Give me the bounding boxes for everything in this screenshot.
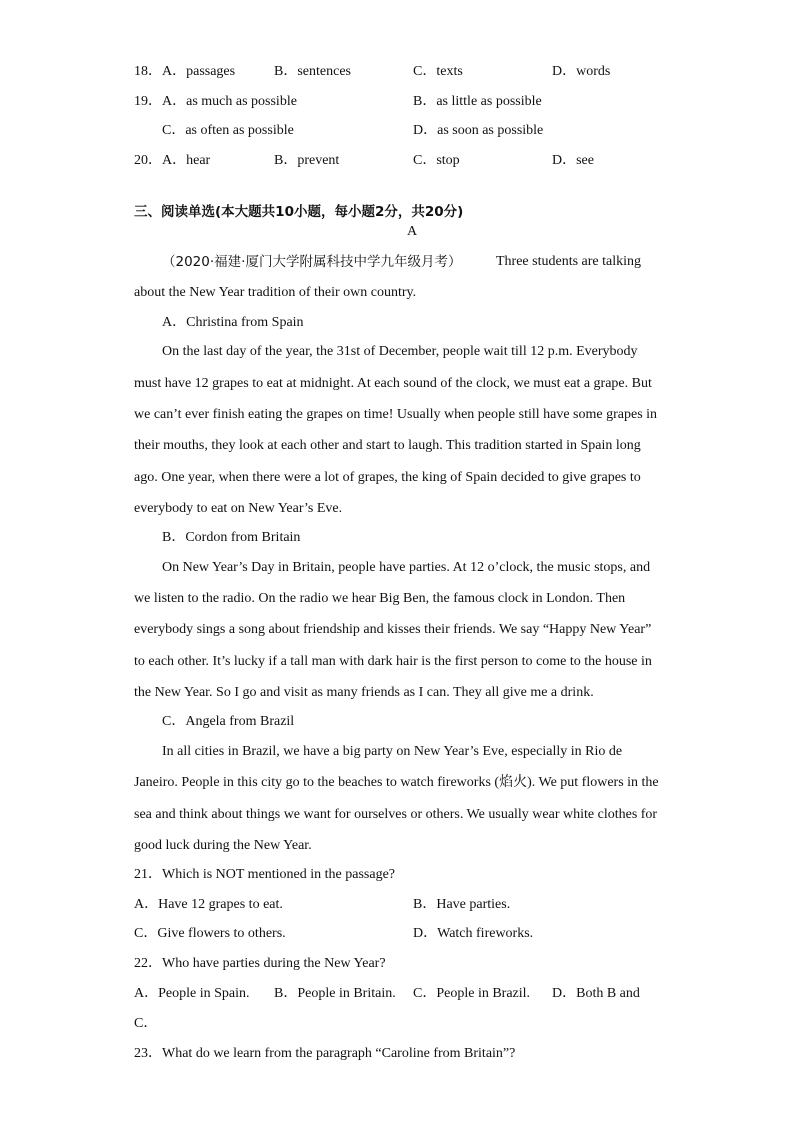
option-d-continued: C．	[134, 1016, 158, 1031]
option-a: A．Have 12 grapes to eat.	[134, 897, 283, 912]
passage-line: we can’t ever finish eating the grapes on time! Usually when people still have some grapes in	[134, 407, 658, 422]
question-number: 20．	[134, 153, 162, 168]
passage-source: （2020·福建·厦门大学附属科技中学九年级月考）	[162, 254, 462, 270]
passage-line: their mouths, they look at each other and start to laugh. This tradition started in Spain long	[134, 438, 641, 453]
option-c: C．texts	[413, 64, 463, 79]
option-a: A．as much as possible	[162, 94, 297, 109]
intro-text: Three students are talking	[496, 254, 642, 269]
option-c: C．as often as possible	[162, 123, 294, 138]
option-c: C．People in Brazil.	[413, 986, 531, 1001]
passage-line: On New Year’s Day in Britain, people have parties. At 12 o’clock, the music stops, and	[162, 560, 651, 575]
option-b: B．sentences	[274, 64, 351, 79]
passage-line: good luck during the New Year.	[134, 838, 312, 853]
option-c: C．stop	[413, 153, 460, 168]
option-b: B．People in Britain.	[274, 986, 396, 1001]
question-stem: 21．Which is NOT mentioned in the passage?	[134, 867, 396, 882]
question-number: 19．	[134, 94, 162, 109]
passage-line: the New Year. So I go and visit as many friends as I can. They all give me a drink.	[134, 685, 594, 700]
passage-line: we listen to the radio. On the radio we hear Big Ben, the famous clock in London. Then	[134, 591, 626, 606]
passage-line: Janeiro. People in this city go to the beaches to watch fireworks (焰火). We put flowers in the	[134, 775, 659, 790]
option-d: D．Watch fireworks.	[413, 926, 534, 941]
option-d: D．Both B and	[552, 986, 640, 1001]
section-heading: 三、阅读单选(本大题共10小题，每小题2分，共20分)	[134, 204, 464, 220]
option-c: C．Give flowers to others.	[134, 926, 286, 941]
option-a: A．passages	[162, 64, 236, 79]
question-stem: 23．What do we learn from the paragraph “Caroline from Britain”?	[134, 1046, 516, 1061]
option-d: D．as soon as possible	[413, 123, 544, 138]
passage-line: In all cities in Brazil, we have a big party on New Year’s Eve, especially in Rio de	[162, 744, 623, 759]
passage-line: sea and think about things we want for ourselves or others. We usually wear white clothes for	[134, 807, 658, 822]
passage-line: ago. One year, when there were a lot of grapes, the king of Spain decided to give grapes to	[134, 470, 641, 485]
passage-line: On the last day of the year, the 31st of December, people wait till 12 p.m. Everybody	[162, 344, 638, 359]
passage-line: must have 12 grapes to eat at midnight. At each sound of the clock, we must eat a grape. But	[134, 376, 652, 391]
option-b: B．as little as possible	[413, 94, 542, 109]
passage-line: everybody sings a song about friendship and kisses their friends. We say “Happy New Year”	[134, 622, 652, 637]
intro-text: about the New Year tradition of their own country.	[134, 285, 417, 300]
passage-label: A	[407, 224, 418, 239]
question-number: 18．	[134, 64, 162, 79]
question-stem: 22．Who have parties during the New Year?	[134, 956, 386, 971]
speaker-heading: C．Angela from Brazil	[162, 714, 295, 729]
speaker-heading: B．Cordon from Britain	[162, 530, 301, 545]
option-a: A．hear	[162, 153, 211, 168]
option-b: B．Have parties.	[413, 897, 511, 912]
option-d: D．words	[552, 64, 611, 79]
speaker-heading: A．Christina from Spain	[162, 315, 304, 330]
option-b: B．prevent	[274, 153, 340, 168]
option-d: D．see	[552, 153, 594, 168]
passage-line: everybody to eat on New Year’s Eve.	[134, 501, 343, 516]
passage-line: to each other. It’s lucky if a tall man with dark hair is the first person to come to the house in	[134, 654, 652, 669]
option-a: A．People in Spain.	[134, 986, 250, 1001]
